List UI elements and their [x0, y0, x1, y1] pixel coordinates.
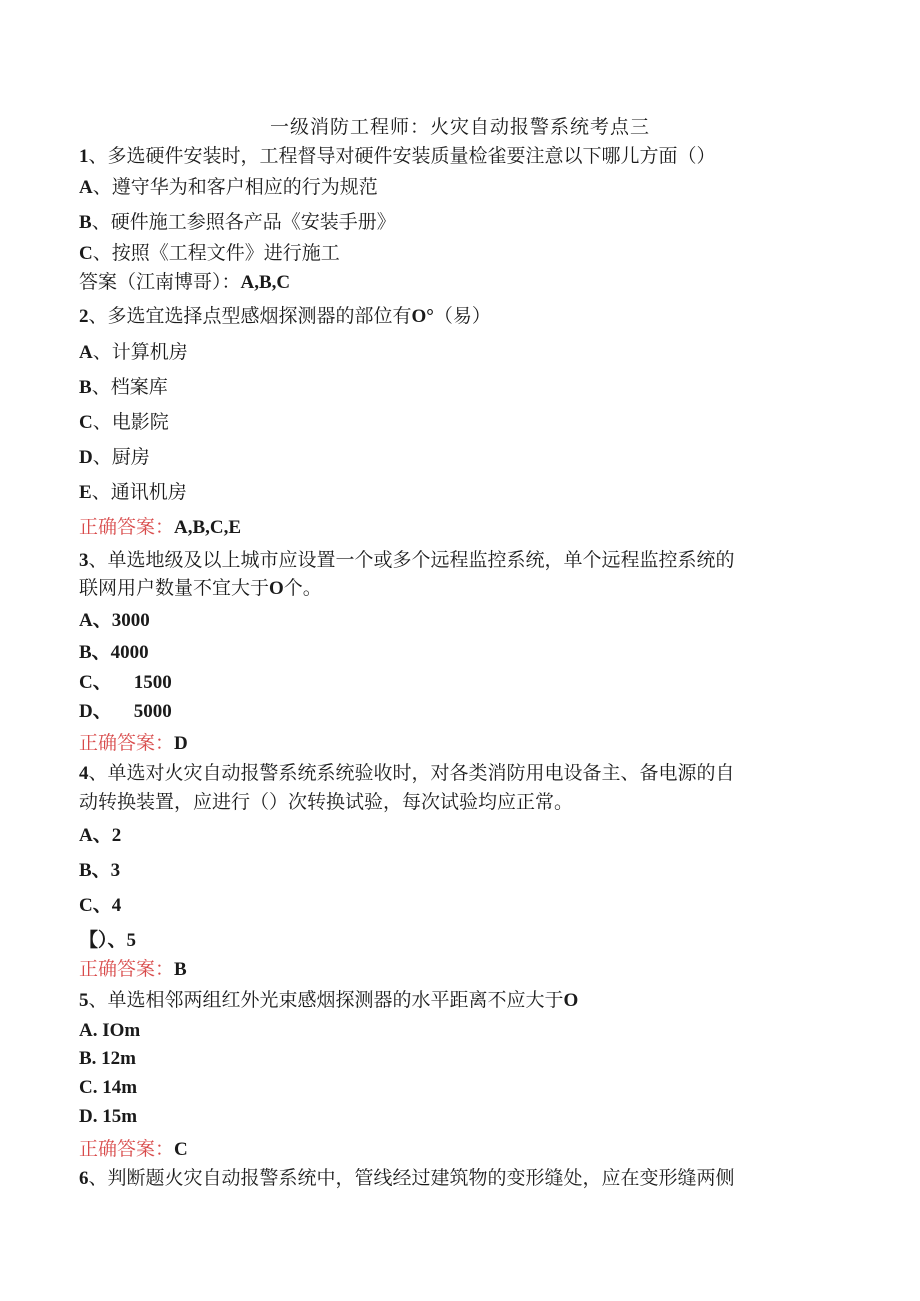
question-4: 4、单选对火灾自动报警系统系统验收时，对各类消防用电设备主、备电源的自: [79, 762, 735, 784]
answer-label: 正确答案：: [79, 1138, 175, 1160]
answer-label: 正确答案：: [79, 516, 175, 538]
answer-label: 正确答案：: [79, 732, 175, 754]
q1-option-c: C、按照《工程文件》进行施工: [79, 242, 340, 264]
q3-option-c: C、 1500: [79, 672, 172, 693]
q4-option-c: C、4: [79, 895, 122, 916]
q3-option-b: B、4000: [79, 642, 149, 663]
document-title: 一级消防工程师：火灾自动报警系统考点三: [269, 116, 650, 138]
q3-answer: [79, 731, 188, 756]
q2-option-e: E、通讯机房: [79, 481, 187, 503]
question-3: 3、单选地级及以上城市应设置一个或多个远程监控系统，单个远程监控系统的: [79, 549, 735, 571]
q1-option-b: B、硬件施工参照各产品《安装手册》: [79, 211, 396, 233]
answer-value: B: [174, 959, 187, 980]
question-text: 、多选硬件安装时，工程督导对硬件安装质量检雀要注意以下哪儿方面（）: [88, 145, 716, 167]
q3-option-a: A、3000: [79, 610, 150, 631]
question-number: 1: [79, 146, 89, 167]
q2-option-c: C、电影院: [79, 411, 169, 433]
answer-value: A,B,C: [240, 272, 291, 293]
question-5: 5、单选相邻两组红外光束感烟探测器的水平距离不应大于O: [79, 989, 579, 1011]
question-6: 6、判断题火灾自动报警系统中，管线经过建筑物的变形缝处，应在变形缝两侧: [79, 1167, 735, 1189]
question-3-line2: 联网用户数量不宜大于O个。: [79, 577, 322, 599]
q4-option-d: 【）、5: [79, 930, 137, 951]
q2-option-b: B、档案库: [79, 376, 168, 398]
q5-option-d: D. 15m: [79, 1106, 138, 1127]
q5-option-b: B. 12m: [79, 1048, 136, 1069]
question-1: [79, 144, 716, 169]
answer-value: D: [174, 733, 188, 754]
question-2: 2、多选宜选择点型感烟探测器的部位有O°（易）: [79, 305, 491, 327]
q4-option-a: A、2: [79, 825, 122, 846]
q4-option-b: B、3: [79, 860, 121, 881]
q3-option-d: D、 5000: [79, 701, 172, 722]
answer-label: 正确答案：: [79, 958, 175, 980]
q1-option-a: A、遵守华为和客户相应的行为规范: [79, 176, 378, 198]
answer-value: C: [174, 1139, 188, 1160]
q5-answer: [79, 1137, 188, 1162]
q2-option-d: D、厨房: [79, 446, 150, 468]
q2-option-a: A、计算机房: [79, 341, 188, 363]
q5-option-c: C. 14m: [79, 1077, 138, 1098]
q4-answer: [79, 957, 187, 982]
q1-answer: [79, 270, 290, 295]
answer-value: A,B,C,E: [174, 517, 242, 538]
q2-answer: [79, 515, 241, 540]
question-4-line2: 动转换装置，应进行（）次转换试验，每次试验均应正常。: [79, 791, 574, 813]
q5-option-a: A. IOm: [79, 1020, 141, 1041]
answer-label: 答案（江南博哥）：: [79, 271, 241, 293]
